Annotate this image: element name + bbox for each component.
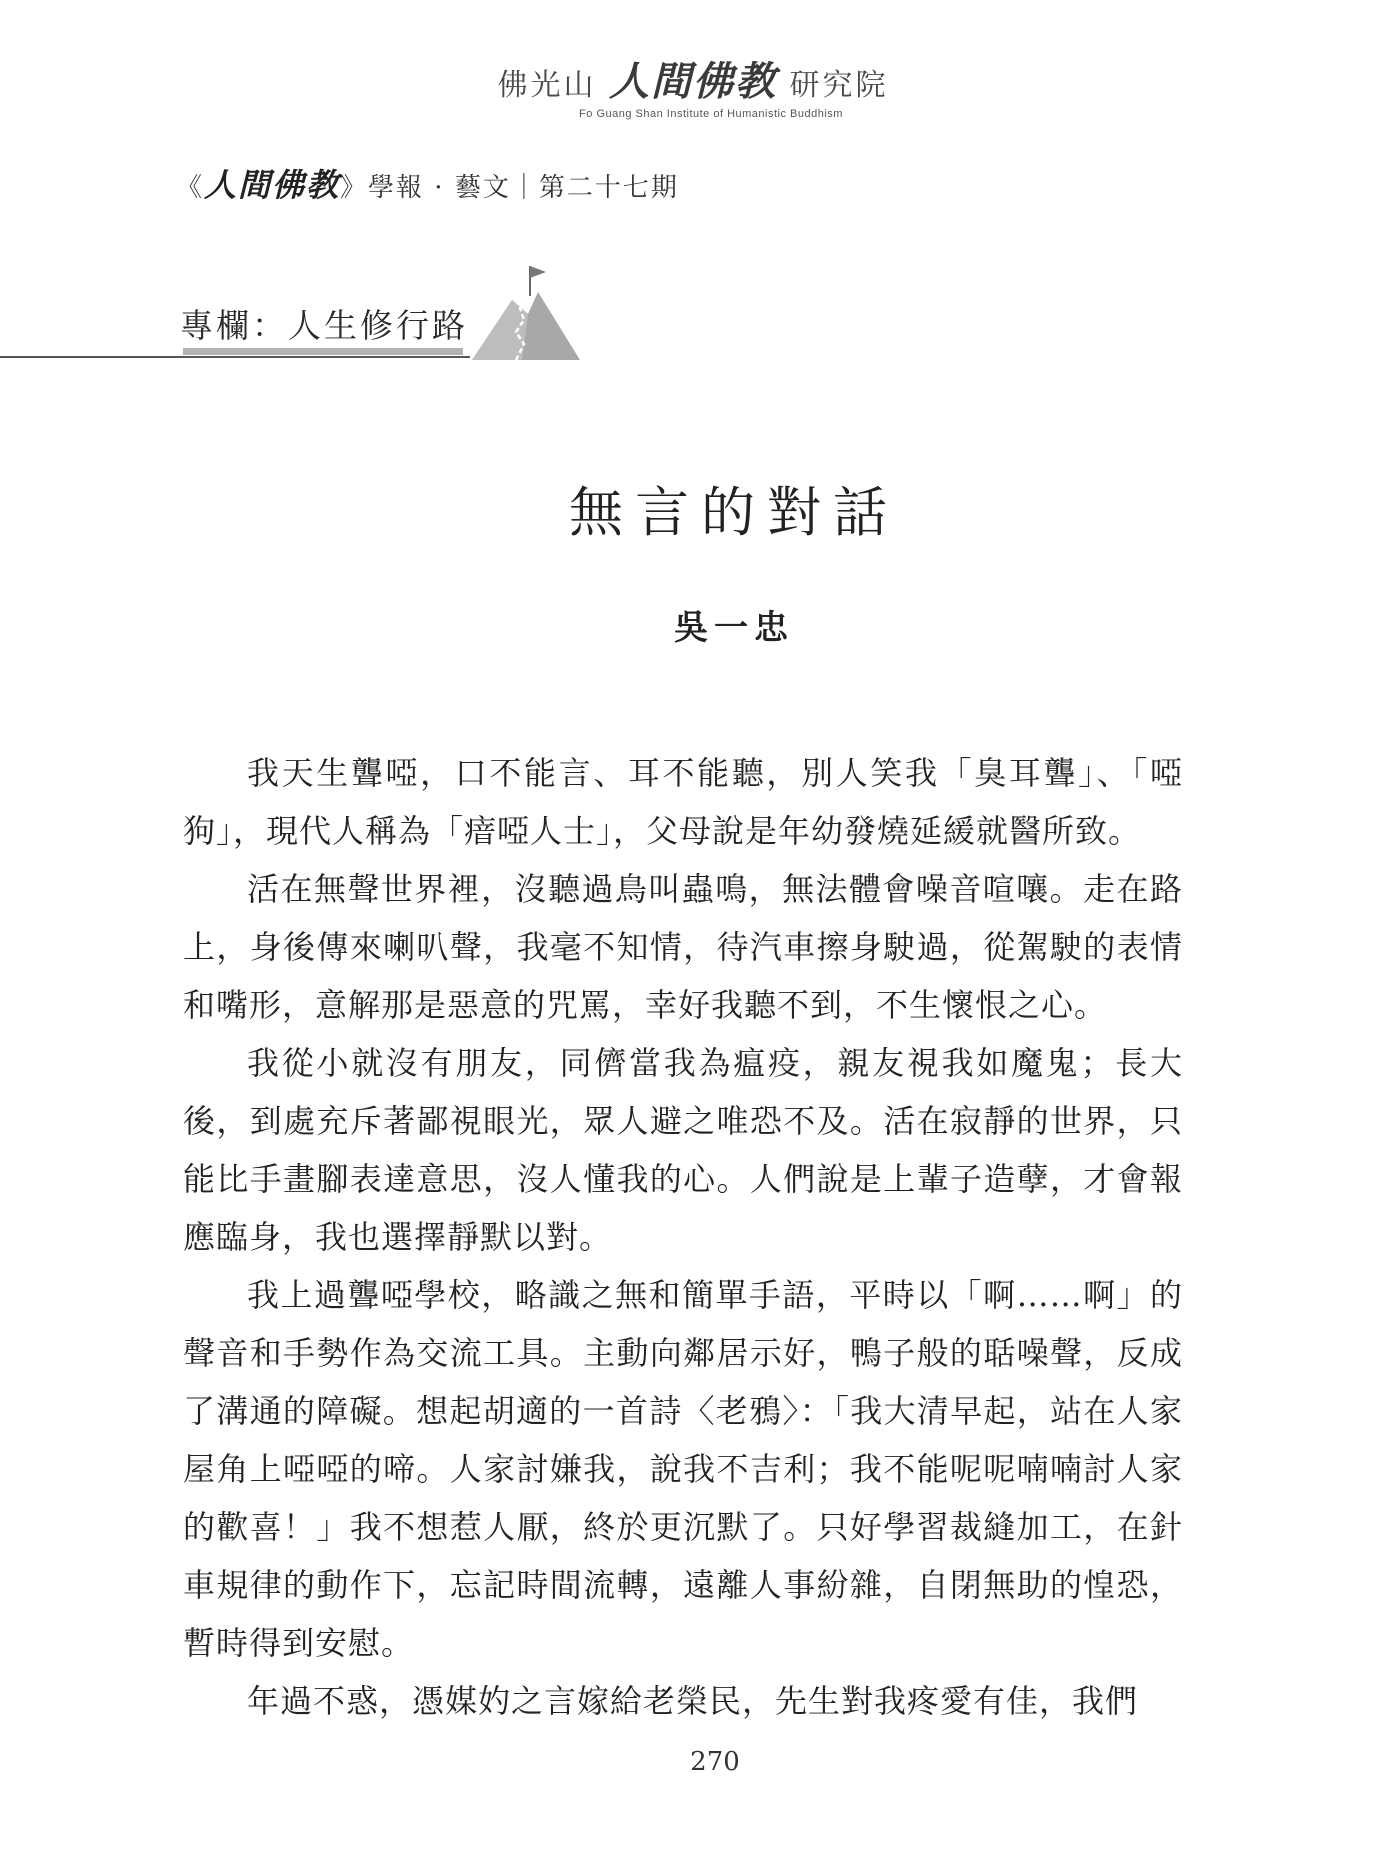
column-rule [0,356,470,358]
paragraph: 我天生聾啞，口不能言、耳不能聽，別人笑我「臭耳聾」、「啞狗」，現代人稱為「瘖啞人士」，父母說是年幼發燒延緩就醫所致。 [183,754,1183,850]
institute-brand: 人間佛教 [609,58,777,105]
journal-issue: 》學報 · 藝文｜第二十七期 [340,173,679,203]
article-body [183,744,1183,1730]
institute-prefix: 佛光山 [497,68,597,103]
paragraph: 我從小就沒有朋友，同儕當我為瘟疫，親友視我如魔鬼；長大後，到處充斥著鄙視眼光，眾人避之唯恐不及。活在寂靜的世界，只能比手畫腳表達意思，沒人懂我的心。人們說是上輩子造孽，才會報應臨身，我也選擇靜默以對。 [183,1044,1183,1256]
paragraph: 活在無聲世界裡，沒聽過鳥叫蟲鳴，無法體會噪音喧嚷。走在路上，身後傳來喇叭聲，我毫不知情，待汽車擦身駛過，從駕駛的表情和嘴形，意解那是惡意的咒罵，幸好我聽不到，不生懷恨之心。 [183,870,1183,1024]
paragraph: 年過不惑，憑媒妁之言嫁給老榮民，先生對我疼愛有佳，我們 [247,1682,1139,1720]
mountain-flag-icon [472,262,582,362]
column-label: 專欄：人生修行路 [180,306,468,345]
institute-suffix: 研究院 [789,68,889,103]
article-title: 無言的對話 [569,481,899,544]
journal-open-bracket: 《 [176,173,205,203]
institute-name [0,58,1386,106]
paragraph: 我上過聾啞學校，略識之無和簡單手語，平時以「啊……啊」的聲音和手勢作為交流工具。主動向鄰居示好，鴨子般的聒噪聲，反成了溝通的障礙。想起胡適的一首詩〈老鴉〉：「我大清早起，站在人家屋角上啞啞的啼。人家討嫌我，說我不吉利；我不能呢呢喃喃討人家的歡喜！」我不想惹人厭，終於更沉默了。只好學習裁縫加工，在針車規律的動作下，忘記時間流轉，遠離人事紛雜，自閉無助的惶恐，暫時得到安慰。 [183,1276,1183,1662]
column-underline-bar [183,348,463,355]
journal-running-head [176,160,679,206]
institute-english-name: Fo Guang Shan Institute of Humanistic Buddhism [579,108,843,120]
page-number: 270 [690,1747,740,1777]
journal-brand: 人間佛教 [204,166,341,204]
article-author: 吳一忠 [674,608,794,648]
institute-header [0,58,1386,120]
